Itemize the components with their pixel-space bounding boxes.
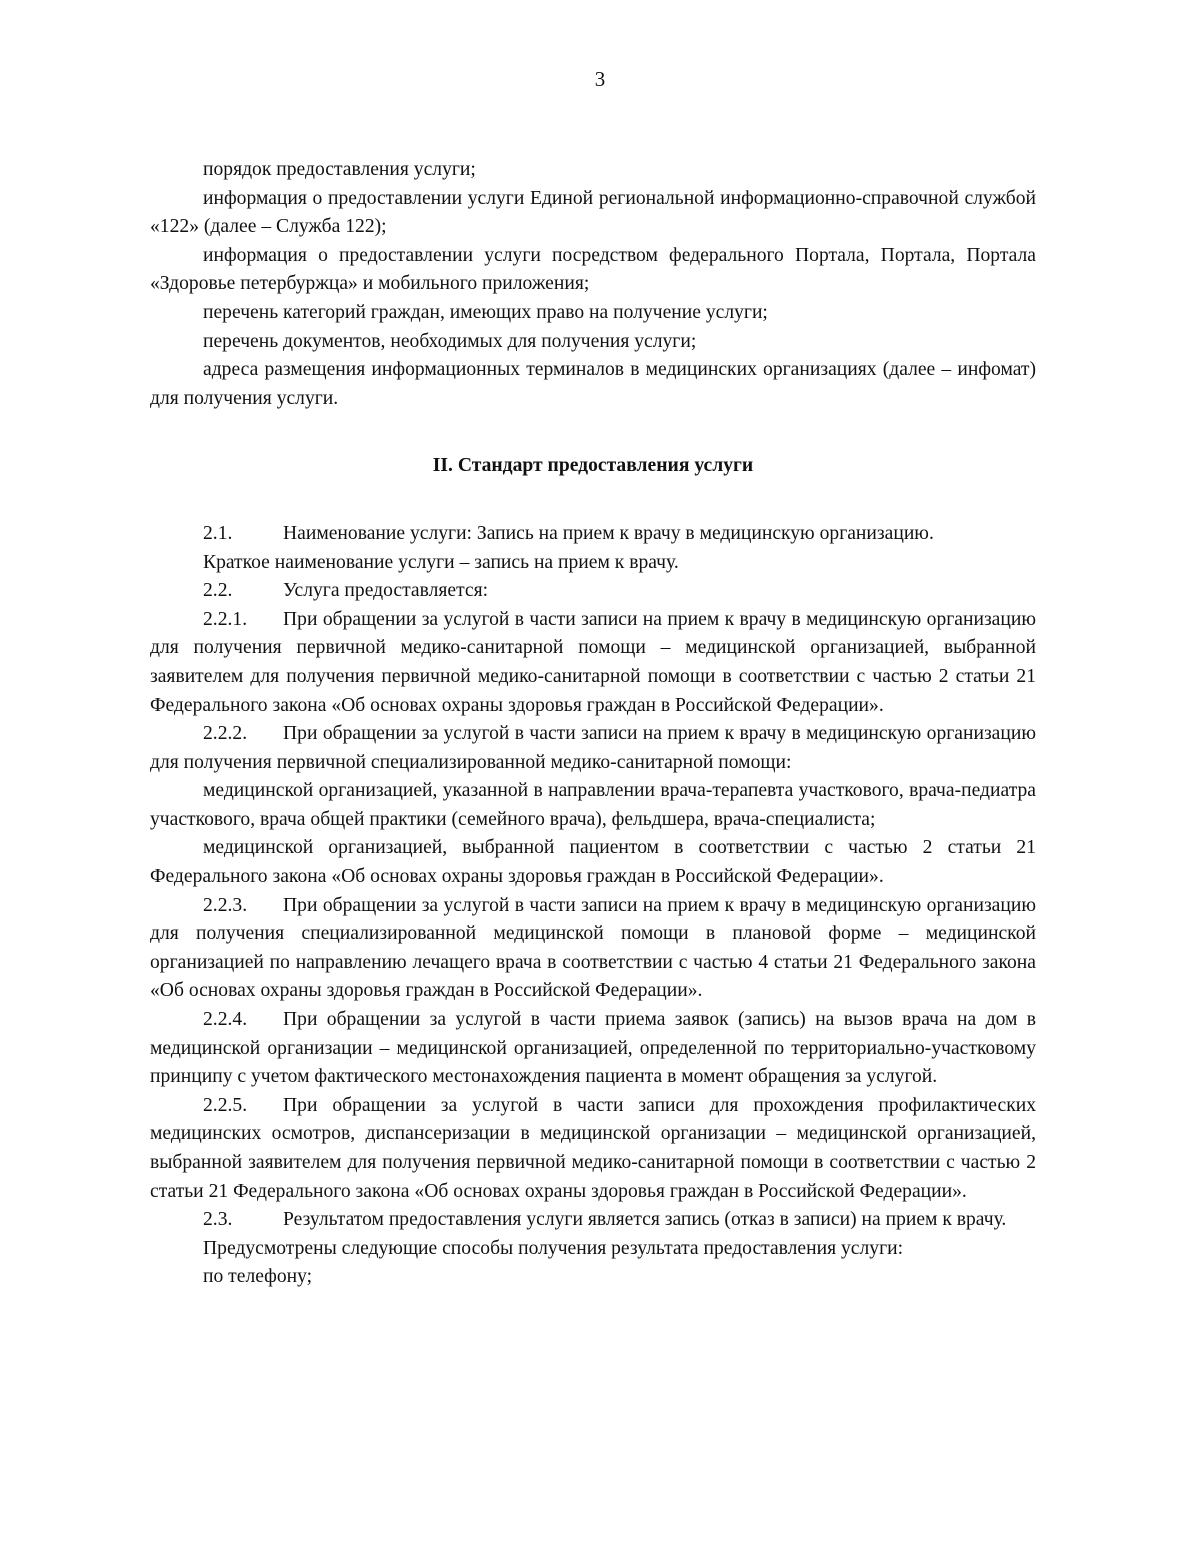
clause-text: При обращении за услугой в части записи на прием к врачу в медицинскую организацию для получения первичной специализированной медико-санитарной помощи: (150, 723, 1036, 773)
page-number: 3 (594, 67, 606, 91)
list-item: информация о предоставлении услуги Единой региональной информационно-справочной службой «122» (далее – Служба 122); (150, 187, 1036, 238)
clause-number: 2.2.5. (203, 1094, 248, 1116)
clause-number: 2.1. (203, 522, 233, 544)
clause-2-2-2-b: медицинской организацией, выбранной пациентом в соответствии с частью 2 статьи 21 Федерального закона «Об основах охраны здоровья граждан в Российской Федерации». (150, 837, 1036, 888)
clause-text: Результатом предоставления услуги является запись (отказ в записи) на прием к врачу. (283, 1209, 1007, 1231)
clause-2-2 (150, 577, 1036, 606)
clause-number: 2.2. (203, 580, 233, 602)
clause-number: 2.2.1. (203, 608, 248, 630)
clause-2-3-methods: Предусмотрены следующие способы получения результата предоставления услуги: (203, 1237, 904, 1259)
list-item: адреса размещения информационных терминалов в медицинских организациях (далее – инфомат) для получения услуги. (150, 359, 1036, 409)
clause-2-2-2 (150, 720, 1036, 777)
clause-number: 2.2.4. (203, 1009, 248, 1031)
list-item: информация о предоставлении услуги посредством федерального Портала, Портала, Портала «Здоровье петербуржца» и мобильного приложения; (150, 244, 1036, 295)
clause-2-1 (150, 520, 1036, 549)
clause-2-3 (150, 1206, 1036, 1235)
clause-text: При обращении за услугой в части записи для прохождения профилактических медицинских осмотров, диспансеризации в медицинской организации – медицинской организацией, выбранной заявителем для получения первичной медико-санитарной помощи в соответствии с частью 2 статьи 21 Федерального закона «Об основах охраны здоровья граждан в Российской Федерации». (150, 1094, 1036, 1202)
list-item: перечень документов, необходимых для получения услуги; (203, 330, 697, 352)
section-heading: II. Стандарт предоставления услуги (432, 455, 754, 477)
document-body (150, 156, 1036, 1292)
clause-text: При обращении за услугой в части приема заявок (запись) на вызов врача на дом в медицинской организации – медицинской организацией, определенной по территориально-участковому принципу с учетом фактического местонахождения пациента в момент обращения за услугой. (150, 1009, 1036, 1088)
clause-number: 2.2.2. (203, 723, 248, 745)
clause-2-2-5 (150, 1092, 1036, 1206)
clause-text: При обращении за услугой в части записи на прием к врачу в медицинскую организацию для получения первичной медико-санитарной помощи – медицинской организацией, выбранной заявителем для получения первичной медико-санитарной помощи в соответствии с частью 2 статьи 21 Федерального закона «Об основах охраны здоровья граждан в Российской Федерации». (150, 608, 1036, 716)
clause-2-2-2-a: медицинской организацией, указанной в направлении врача-терапевта участкового, врача-педиатра участкового, врача общей практики (семейного врача), фельдшера, врача-специалиста; (150, 780, 1036, 830)
clause-text: Услуга предоставляется: (283, 580, 489, 602)
list-item: порядок предоставления услуги; (203, 159, 476, 180)
clause-number: 2.2.3. (203, 894, 248, 916)
clause-2-2-1 (150, 606, 1036, 720)
clause-2-2-4 (150, 1006, 1036, 1092)
clause-number: 2.3. (203, 1209, 233, 1231)
clause-2-2-3 (150, 892, 1036, 1006)
clause-text: При обращении за услугой в части записи на прием к врачу в медицинскую организацию для получения специализированной медицинской помощи в плановой форме – медицинской организацией по направлению лечащего врача в соответствии с частью 4 статьи 21 Федерального закона «Об основах охраны здоровья граждан в Российской Федерации». (150, 894, 1036, 1002)
clause-2-3-phone: по телефону; (203, 1266, 313, 1288)
list-item: перечень категорий граждан, имеющих право на получение услуги; (203, 301, 768, 323)
clause-2-1-short-name: Краткое наименование услуги – запись на прием к врачу. (203, 551, 679, 573)
clause-text: Наименование услуги: Запись на прием к врачу в медицинскую организацию. (283, 522, 934, 544)
